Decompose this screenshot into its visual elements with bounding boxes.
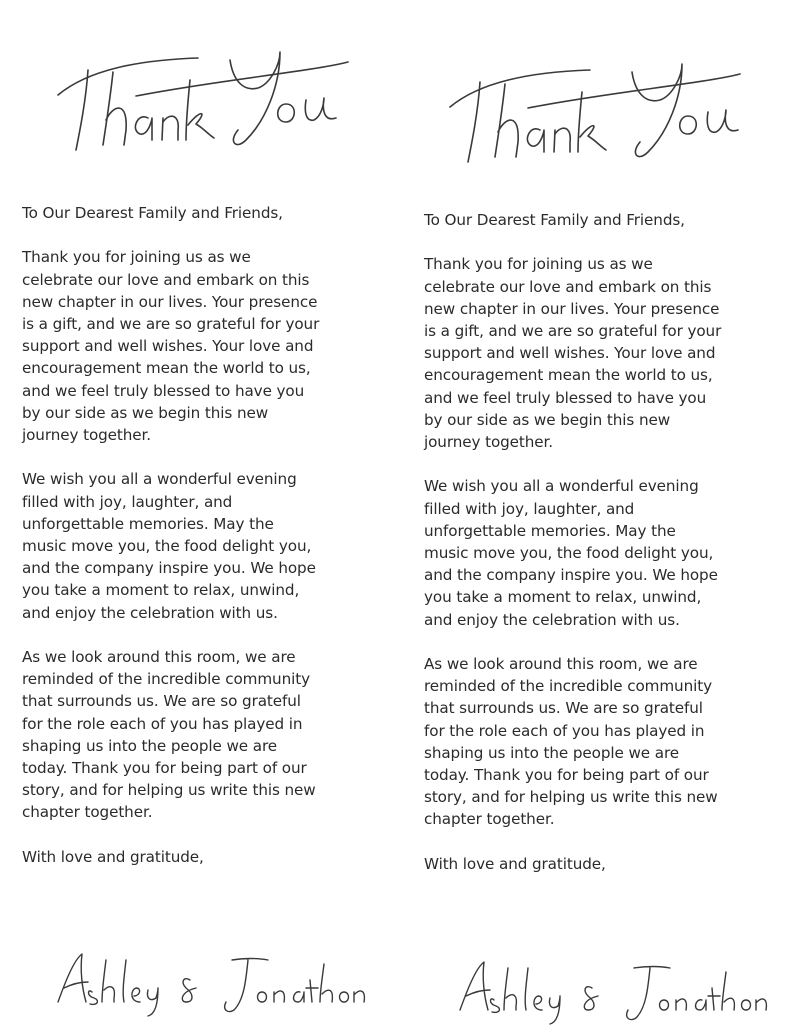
paragraph-1: Thank you for joining us as we celebrate our love and embark on this new chapter in our lives. Your presence is a gift, and we are so grateful for your support and well wishes. Your love and encouragement mean the world to us, and we feel truly blessed to have you by our side as we begin this new journey together. bbox=[22, 248, 320, 445]
thank-you-script-art bbox=[420, 12, 780, 192]
signature-script-art bbox=[450, 948, 770, 1028]
signature-script-art bbox=[48, 940, 368, 1020]
signature-script bbox=[48, 940, 368, 1020]
heading-script bbox=[18, 0, 378, 180]
salutation: To Our Dearest Family and Friends, bbox=[424, 211, 685, 229]
thank-you-script-art bbox=[18, 0, 378, 180]
paragraph-3: As we look around this room, we are reminded of the incredible community that surrounds us. We are so grateful for the role each of you has played in shaping us into the people we are today. Thank you for being part of our story, and for helping us write this new chapter together. bbox=[424, 655, 718, 829]
heading-script bbox=[420, 12, 780, 192]
paragraph-2: We wish you all a wonderful evening filled with joy, laughter, and unforgettable memories. May the music move you, the food delight you, and the company inspire you. We hope you take a moment to relax, unwind, and enjoy the celebration with us. bbox=[22, 470, 316, 622]
letter-body bbox=[424, 209, 794, 897]
signature-script bbox=[450, 948, 770, 1028]
thank-you-card-left bbox=[18, 0, 398, 1026]
closing: With love and gratitude, bbox=[22, 847, 204, 866]
thank-you-card-right bbox=[420, 0, 794, 1026]
paragraph-1: Thank you for joining us as we celebrate our love and embark on this new chapter in our lives. Your presence is a gift, and we are so grateful for your support and well wishes. Your love and encouragement mean the world to us, and we feel truly blessed to have you by our side as we begin this new journey together. bbox=[424, 255, 722, 452]
paragraph-3: As we look around this room, we are reminded of the incredible community that surrounds us. We are so grateful for the role each of you has played in shaping us into the people we are today. Thank you for being part of our story, and for helping us write this new chapter together. bbox=[22, 648, 316, 822]
salutation: To Our Dearest Family and Friends, bbox=[22, 204, 283, 222]
paragraph-2: We wish you all a wonderful evening filled with joy, laughter, and unforgettable memories. May the music move you, the food delight you, and the company inspire you. We hope you take a moment to relax, unwind, and enjoy the celebration with us. bbox=[424, 477, 718, 629]
closing: With love and gratitude, bbox=[424, 854, 606, 873]
letter-body bbox=[22, 202, 394, 890]
